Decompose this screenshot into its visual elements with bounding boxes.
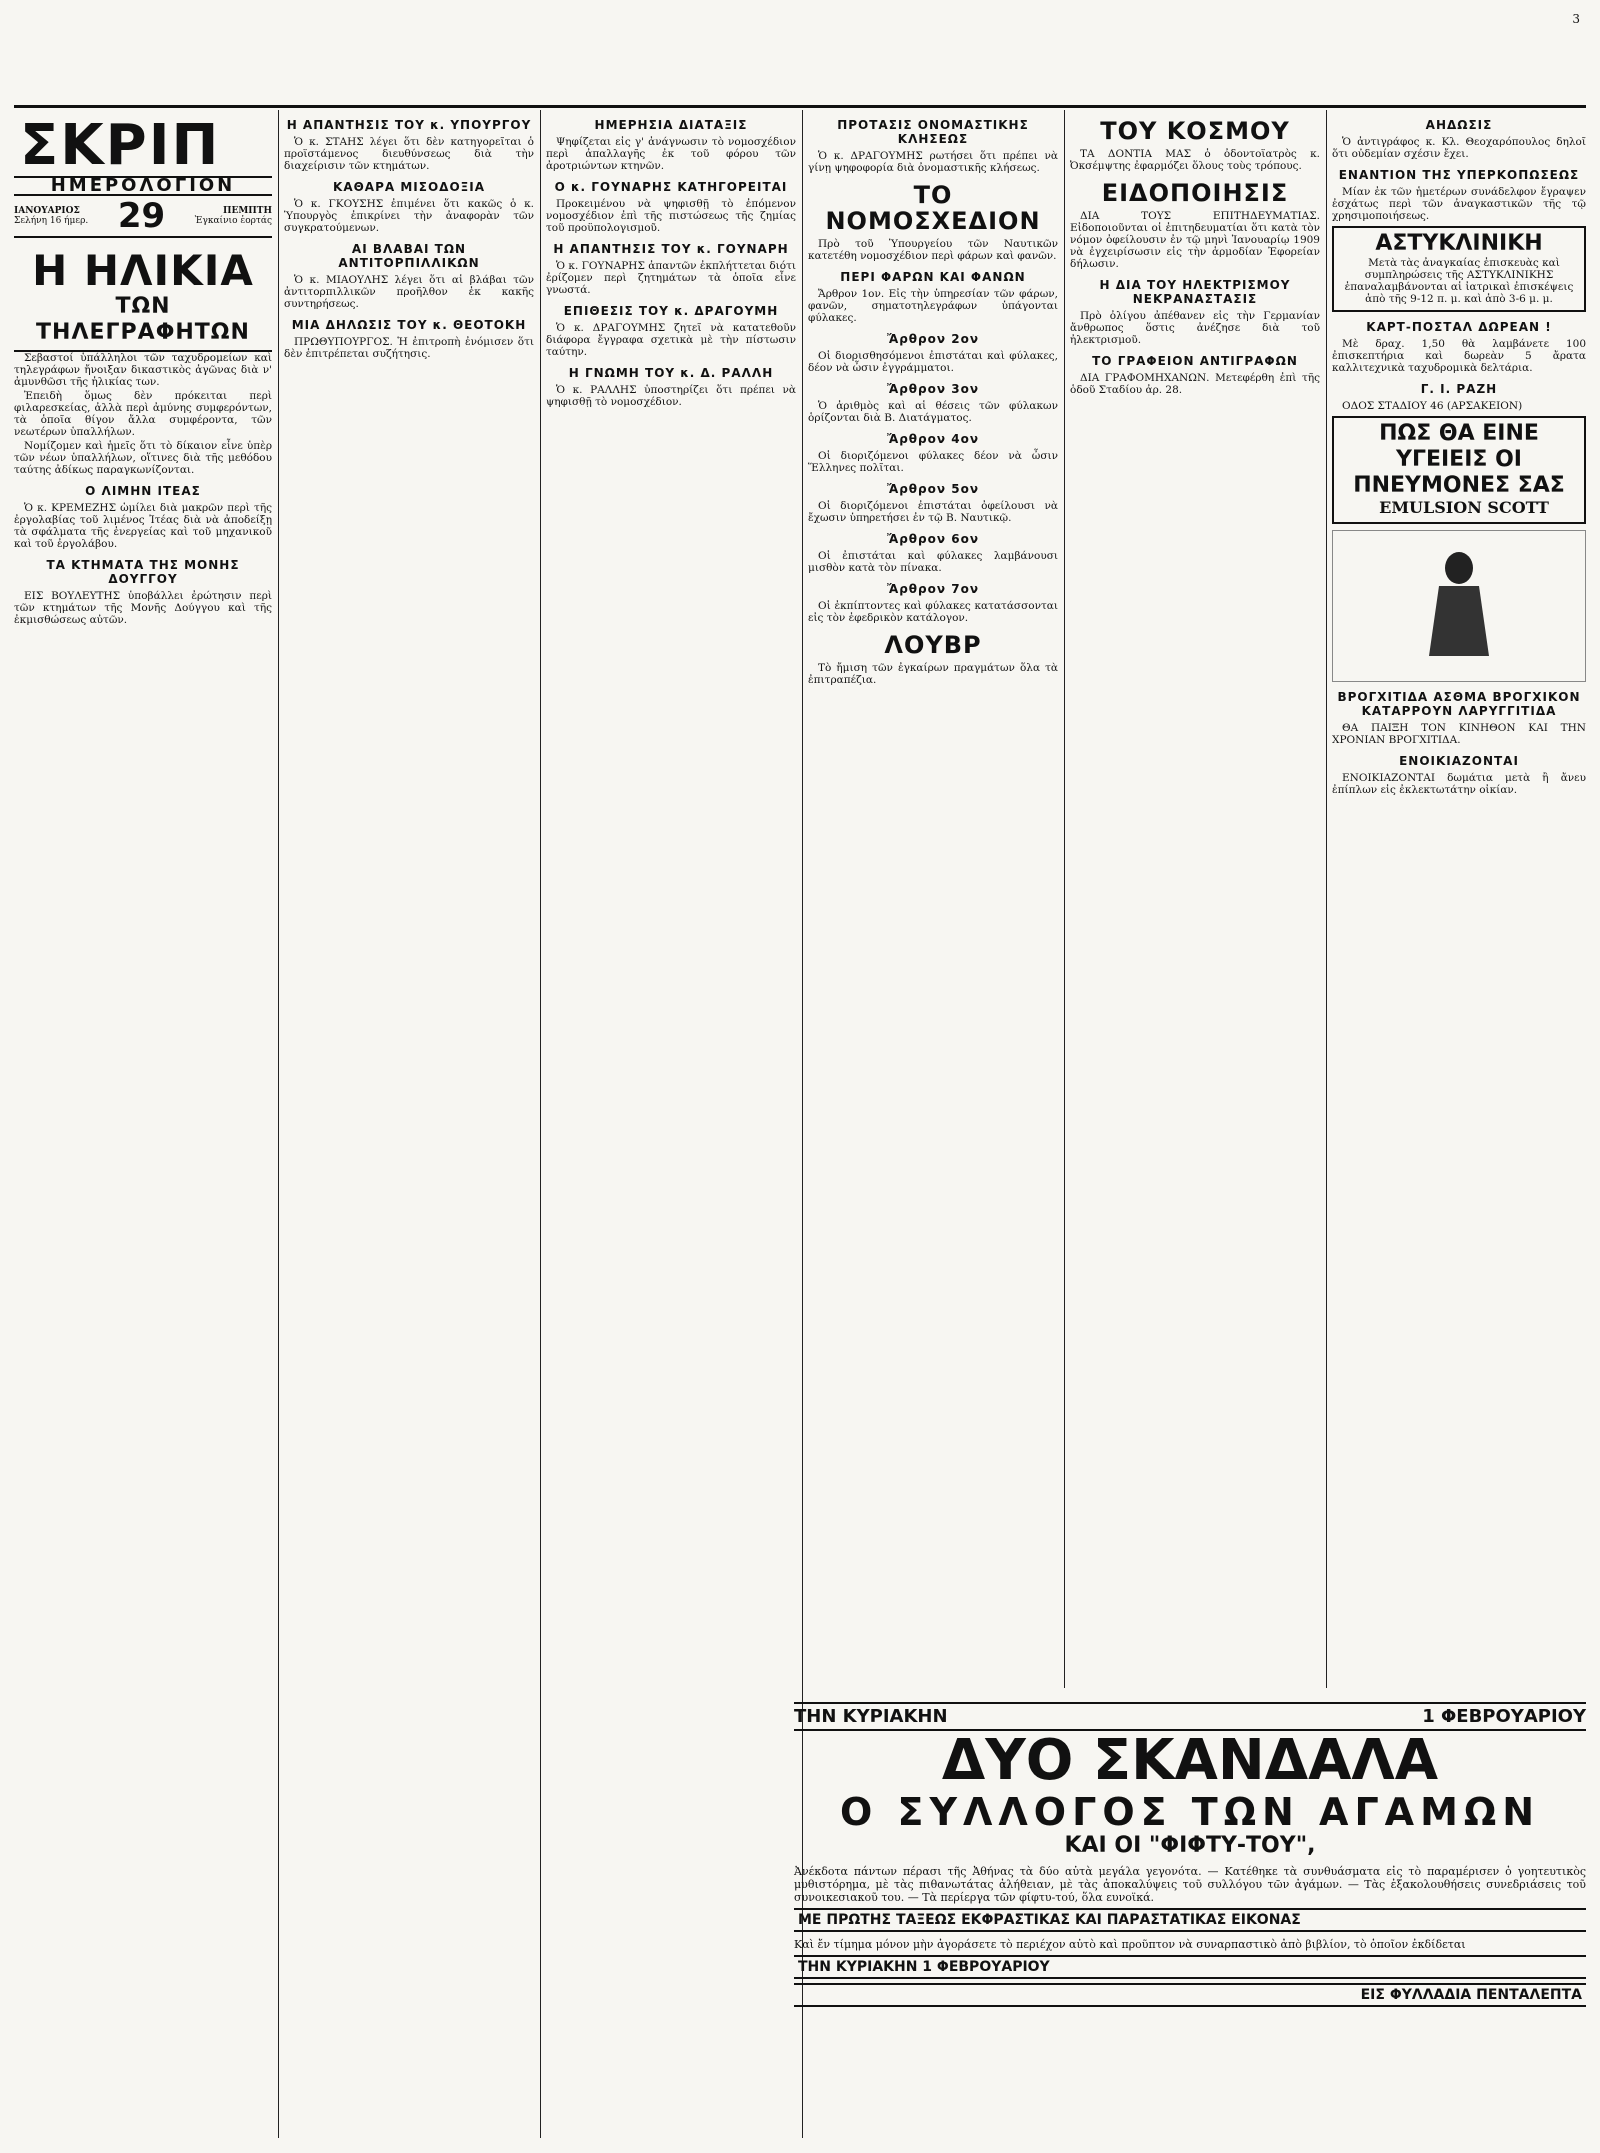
column-6 <box>1332 110 1586 1688</box>
section-text: Ὁ κ. ΜΙΑΟΥΛΗΣ λέγει ὅτι αἱ βλάβαι τῶν ἀντιτορπιλλικῶν προῆλθον ἐκ κακῆς συντηρήσεως. <box>284 274 534 310</box>
section-heading: Ἄρθρον 2ον <box>886 332 979 346</box>
section-text: Ὁ κ. ΓΚΟΥΣΗΣ ἐπιμένει ὅτι κακῶς ὁ κ. Ὑπουργὸς ἐπικρίνει τὴν ἀναφορὰν τῶν συγκρατούμενων. <box>284 198 534 234</box>
section-text: Μὲ δραχ. 1,50 θὰ λαμβάνετε 100 ἐπισκεπτήρια καὶ δωρεὰν 5 ἄρατα καλλιτεχνικὰ ταχυδρομικὰ δελτάρια. <box>1332 338 1586 374</box>
section-text: Μίαν ἐκ τῶν ἡμετέρων συνάδελφον ἔγραψεν ἐσχάτως περὶ τῶν ἀναγκαστικῶν τῆς τῷ χρησιμοποιήσεως. <box>1332 186 1586 222</box>
section-heading: Η ΑΠΑΝΤΗΣΙΣ ΤΟΥ κ. ΓΟΥΝΑΡΗ <box>553 242 789 256</box>
column-4 <box>808 110 1058 1688</box>
section-text: Τὸ ἤμιση τῶν ἐγκαίρων πραγμάτων ὅλα τὰ ἐπιτραπέζια. <box>808 662 1058 686</box>
section-heading: ΤΑ ΚΤΗΜΑΤΑ ΤΗΣ ΜΟΝΗΣ ΔΟΥΓΓΟΥ <box>46 558 240 586</box>
section-text: Ὁ ἀντιγράφος κ. Κλ. Θεοχαρόπουλος δηλοῖ ὅτι οὐδεμίαν σχέσιν ἔχει. <box>1332 136 1586 160</box>
dateline-weekday: ΠΕΜΠΤΗ <box>222 206 272 216</box>
section-heading: ΕΝΟΙΚΙΑΖΟΝΤΑΙ <box>1399 754 1519 768</box>
section-text: ΘΑ ΠΑΙΞΗ ΤΟΝ ΚΙΝΗΘΟΝ ΚΑΙ ΤΗΝ ΧΡΟΝΙΑΝ ΒΡΟΓΧΙΤΙΔΑ. <box>1332 722 1586 746</box>
section-text: Οἱ διοριζόμενοι ἐπιστάται ὀφείλουσι νὰ ἔχωσιν ὑπηρετήσει ἐν τῷ Β. Ναυτικῷ. <box>808 500 1058 524</box>
section-heading: Ἄρθρον 7ον <box>886 582 979 596</box>
newspaper-page <box>14 10 1586 2138</box>
section-text: Πρὸ τοῦ Ὑπουργείου τῶν Ναυτικῶν κατετέθη νομοσχέδιον περὶ φάρων καὶ φανῶν. <box>808 238 1058 262</box>
section-heading: Ἄρθρον 6ον <box>886 532 979 546</box>
section-heading: Η ΔΙΑ ΤΟΥ ΗΛΕΚΤΡΙΣΜΟΥ ΝΕΚΡΑΝΑΣΤΑΣΙΣ <box>1099 278 1291 306</box>
column-divider <box>278 110 279 2138</box>
banner-strip: ΜΕ ΠΡΩΤΗΣ ΤΑΞΕΩΣ ΕΚΦΡΑΣΤΙΚΑΣ ΚΑΙ ΠΑΡΑΣΤΑΤΙΚΑΣ ΕΙΚΟΝΑΣ <box>794 1908 1586 1932</box>
banner-lead: Ἀνέκδοτα πάντων πέρασι τῆς Ἀθήνας τὰ δύο αὐτὰ μεγάλα γεγονότα. — Κατέθηκε τὰ συνθυάσματα εἰς τὸ παραμέρισεν ὁ γοητευτικὸς μυθιστόρημα, μὲ τὰς πιθανωτάτας ἀλήθειαν, μὲ τὰς ἀποκαλύψεις τοῦ συλλόγου τῶν ἀγάμων. — Τὰς ἐξακολουθήσεις συνεδριάσεις τοῦ συνοικεσιακοῦ του. — Τὰ περίεργα τῶν φίφτυ-τού, ὅλα ευνοϊκά. <box>794 1865 1586 1904</box>
banner-small-headline: ΚΑΙ ΟΙ "ΦΙΦΤΥ-ΤΟΥ", <box>1064 1833 1316 1858</box>
section-heading: ΠΡΟΤΑΣΙΣ ΟΝΟΜΑΣΤΙΚΗΣ ΚΛΗΣΕΩΣ <box>837 118 1029 146</box>
ad-box <box>1332 416 1586 524</box>
banner-note: Καὶ ἔν τίμημα μόνον μὴν ἀγοράσετε τὸ περιέχον αὐτὸ καὶ προῦπτον νὰ συναρπαστικὸ ἀπὸ βιβλίον, τὸ ὁποῖον ἐκδίδεται <box>794 1938 1466 1951</box>
column-divider <box>1326 110 1327 1688</box>
section-heading: ΑΙ ΒΛΑΒΑΙ ΤΩΝ ΑΝΤΙΤΟΡΠΙΛΛΙΚΩΝ <box>338 242 480 270</box>
section-text: ΔΙΑ ΓΡΑΦΟΜΗΧΑΝΩΝ. Μετεφέρθη ἐπὶ τῆς ὁδοῦ Σταδίου ἀρ. 28. <box>1070 372 1320 396</box>
column-5 <box>1070 110 1320 1688</box>
figure-illustration-icon <box>1419 546 1499 666</box>
section-text: Ὁ κ. ΔΡΑΓΟΥΜΗΣ ζητεῖ νὰ κατατεθοῦν διάφορα ἔγγραφα σχετικὰ μὲ τὴν πίστωσιν ταύτην. <box>546 322 796 358</box>
banner-right: 1 ΦΕΒΡΟΥΑΡΙΟΥ <box>1422 1706 1586 1727</box>
ad-text: Μετὰ τὰς ἀναγκαίας ἐπισκευὰς καὶ συμπληρώσεις τῆς ΑΣΤΥΚΛΙΝΙΚΗΣ ἐπαναλαμβάνονται αἱ ἰατρικαὶ ἐπισκέψεις ἀπὸ τῆς 9-12 π. μ. καὶ ἀπὸ 3-6 μ. μ. <box>1344 257 1574 305</box>
section-text: Πρὸ ὀλίγου ἀπέθανεν εἰς τὴν Γερμανίαν ἄνθρωπος ὅστις ἀνέζησε διὰ τοῦ ἠλεκτρισμοῦ. <box>1070 310 1320 346</box>
body-paragraph: Ἐπειδὴ ὅμως δὲν πρόκειται περὶ φιλαρεσκείας, ἀλλὰ περὶ ἀμύνης συμφερόντων, τὰ ὁποῖα θίγον ἄλλα συμφέροντα, τῶν νεωτέρων ὑπαλλήλων. <box>14 390 272 438</box>
banner-headline: ΔΥΟ ΣΚΑΝΔΑΛΑ <box>941 1728 1439 1793</box>
dateline <box>14 196 272 238</box>
section-text: Ὁ κ. ΓΟΥΝΑΡΗΣ ἀπαντῶν ἐκπλήττεται διότι ἐρίζομεν περὶ ζητημάτων τὰ ὁποῖα εἶνε γνωστά. <box>546 260 796 296</box>
ad-title: ΠΩΣ ΘΑ ΕΙΝΕ ΥΓΕΙΕΙΣ ΟΙ ΠΝΕΥΜΟΝΕΣ ΣΑΣ <box>1353 421 1565 498</box>
section-text: ΕΙΣ ΒΟΥΛΕΥΤΗΣ ὑποβάλλει ἐρώτησιν περὶ τῶν κτημάτων τῆς Μονῆς Δούγγου καὶ τῆς ἐκμισθώσεως αὐτῶν. <box>14 590 272 626</box>
section-text: Οἱ διοριζόμενοι φύλακες δέον νὰ ὦσιν Ἕλληνες πολῖται. <box>808 450 1058 474</box>
column-1 <box>14 110 272 2138</box>
section-heading: Ο κ. ΓΟΥΝΑΡΗΣ ΚΑΤΗΓΟΡΕΙΤΑΙ <box>554 180 788 194</box>
section-text: ΕΝΟΙΚΙΑΖΟΝΤΑΙ δωμάτια μετὰ ἢ ἄνευ ἐπίπλων εἰς ἐκλεκτωτάτην οἰκίαν. <box>1332 772 1586 796</box>
section-heading: ΚΑΡΤ-ΠΟΣΤΑΛ ΔΩΡΕΑΝ ! <box>1366 320 1552 334</box>
section-heading: ΤΟΥ ΚΟΣΜΟΥ <box>1100 117 1290 145</box>
section-text: Οἱ διορισθησόμενοι ἐπιστάται καὶ φύλακες, δέον νὰ ὦσιν ἐγγράμματοι. <box>808 350 1058 374</box>
masthead-subtitle: ΗΜΕΡΟΛΟΓΙΟΝ <box>14 176 272 196</box>
section-text: ΔΙΑ ΤΟΥΣ ΕΠΙΤΗΔΕΥΜΑΤΙΑΣ. Εἰδοποιοῦνται οἱ ἐπιτηδευματίαι ὅτι κατὰ τὸν νόμον ὀφείλουσιν ἐν τῷ μηνὶ Ἰανουαρίῳ 1909 νὰ ἐγχειρίσωσιν εἰς τὴν ἁρμοδίαν Ἐφορείαν δήλωσιν. <box>1070 210 1320 270</box>
banner-subheadline: Ο ΣΥΛΛΟΓΟΣ ΤΩΝ ΑΓΑΜΩΝ <box>839 1790 1541 1834</box>
banner-strip: ΕΙΣ ΦΥΛΛΑΔΙΑ ΠΕΝΤΑΛΕΠΤΑ <box>794 1983 1586 2007</box>
dateline-left-note: Σελήνη 16 ήμερ. <box>14 216 89 226</box>
section-heading: ΛΟΥΒΡ <box>884 631 982 659</box>
column-2 <box>284 110 534 2138</box>
column-divider <box>1064 110 1065 1688</box>
section-heading: ΕΝΑΝΤΙΟΝ ΤΗΣ ΥΠΕΡΚΟΠΩΣΕΩΣ <box>1338 168 1580 182</box>
column-3 <box>546 110 796 2138</box>
dateline-day-number: 29 <box>117 196 166 236</box>
dateline-right-note: Ἐγκαίνιο ἑορτάς <box>194 216 272 226</box>
dateline-month: ΙΑΝΟΥΑΡΙΟΣ <box>14 206 80 216</box>
page-number: 3 <box>1572 12 1580 26</box>
section-heading: ΕΙΔΟΠΟΙΗΣΙΣ <box>1101 179 1289 207</box>
masthead-title: ΣΚΡΙΠ <box>20 113 221 178</box>
section-heading: Ο ΛΙΜΗΝ ΙΤΕΑΣ <box>85 484 201 498</box>
section-heading: Η ΓΝΩΜΗ ΤΟΥ κ. Δ. ΡΑΛΛΗ <box>568 366 774 380</box>
bottom-banner <box>794 1702 1586 2007</box>
section-heading: Γ. Ι. ΡΑΖΗ <box>1420 382 1498 396</box>
section-text: Οἱ ἐπιστάται καὶ φύλακες λαμβάνουσι μισθὸν κατὰ τὸν πίνακα. <box>808 550 1058 574</box>
subheadline: ΤΩΝ ΤΗΛΕΓΡΑΦΗΤΩΝ <box>14 294 272 352</box>
section-heading: ΤΟ ΓΡΑΦΕΙΟΝ ΑΝΤΙΓΡΑΦΩΝ <box>1092 354 1298 368</box>
section-heading: Ἄρθρον 3ον <box>886 382 979 396</box>
section-text: Ὁ κ. ΡΑΛΛΗΣ ὑποστηρίζει ὅτι πρέπει νὰ ψηφισθῇ τὸ νομοσχέδιον. <box>546 384 796 408</box>
banner-left: ΤΗΝ ΚΥΡΙΑΚΗΝ <box>794 1706 948 1727</box>
section-heading: ΕΠΙΘΕΣΙΣ ΤΟΥ κ. ΔΡΑΓΟΥΜΗ <box>563 304 779 318</box>
section-heading: Η ΑΠΑΝΤΗΣΙΣ ΤΟΥ κ. ΥΠΟΥΡΓΟΥ <box>286 118 532 132</box>
section-text: Οἱ ἐκπίπτοντες καὶ φύλακες κατατάσσονται εἰς τὸν ἐφεδρικὸν κατάλογον. <box>808 600 1058 624</box>
headline: Η ΗΛΙΚΙΑ <box>32 246 254 295</box>
column-divider <box>540 110 541 2138</box>
section-text: Ὁ ἀριθμὸς καὶ αἱ θέσεις τῶν φύλακων ὁρίζονται διὰ Β. Διατάγματος. <box>808 400 1058 424</box>
section-text: Ἄρθρον 1ον. Εἰς τὴν ὑπηρεσίαν τῶν φάρων, φανῶν, σηματοτηλεγράφων ὑπάγονται φύλακες. <box>808 288 1058 324</box>
section-text: Ὁ κ. ΔΡΑΓΟΥΜΗΣ ρωτήσει ὅτι πρέπει νὰ γίνῃ ψηφοφορία διὰ ὀνομαστικῆς κλήσεως. <box>808 150 1058 174</box>
section-heading: ΚΑΘΑΡΑ ΜΙΣΟΔΟΞΙΑ <box>333 180 485 194</box>
body-paragraph: Νομίζομεν καὶ ἡμεῖς ὅτι τὸ δίκαιον εἶνε ὑπὲρ τῶν νέων ὑπαλλήλων, οἵτινες διὰ τῆς μεθόδου ταύτης ἀδίκως παραγκωνίζονται. <box>14 440 272 476</box>
ad-title: ΑΣΤΥΚΛΙΝΙΚΗ <box>1375 231 1543 256</box>
top-rule <box>14 105 1586 108</box>
section-heading: ΗΜΕΡΗΣΙΑ ΔΙΑΤΑΞΙΣ <box>594 118 748 132</box>
medicine-ad-illustration <box>1332 530 1586 682</box>
section-text: ΠΡΩΘΥΠΟΥΡΓΟΣ. Ἡ ἐπιτροπὴ ἐνόμισεν ὅτι δὲν ἐπιτρέπεται συζήτησις. <box>284 336 534 360</box>
section-text: ΟΔΟΣ ΣΤΑΔΙΟΥ 46 (ΑΡΣΑΚΕΙΟΝ) <box>1342 400 1523 412</box>
section-heading: ΠΕΡΙ ΦΑΡΩΝ ΚΑΙ ΦΑΝΩΝ <box>840 270 1026 284</box>
ad-box <box>1332 226 1586 312</box>
section-heading: Ἄρθρον 5ον <box>886 482 979 496</box>
section-text: ΤΑ ΔΟΝΤΙΑ ΜΑΣ ὁ ὀδοντοϊατρὸς κ. Ὀκσέμψτης ἐφαρμόζει ὅλους τοὺς τρόπους. <box>1070 148 1320 172</box>
banner-date-row <box>794 1702 1586 1731</box>
section-heading: ΑΗΔΩΣΙΣ <box>1425 118 1493 132</box>
section-heading: Ἄρθρον 4ον <box>886 432 979 446</box>
section-text: Ψηφίζεται εἰς γ' ἀνάγνωσιν τὸ νομοσχέδιον περὶ ἀπαλλαγῆς ἐκ τοῦ φόρου τῶν ἀροτριώντων κτηνῶν. <box>546 136 796 172</box>
section-heading: ΒΡΟΓΧΙΤΙΔΑ ΑΣΘΜΑ ΒΡΟΓΧΙΚΟΝ ΚΑΤΑΡΡΟΥΝ ΛΑΡΥΓΓΙΤΙΔΑ <box>1337 690 1581 718</box>
body-paragraph: Σεβαστοί ὑπάλληλοι τῶν ταχυδρομείων καὶ τηλεγράφων ἤνοιξαν δικαστικὸς ἀγῶνας διὰ ν' ἀμυνθῶσι τῆς ἡλικίας των. <box>14 352 272 388</box>
section-heading: ΜΙΑ ΔΗΛΩΣΙΣ ΤΟΥ κ. ΘΕΟΤΟΚΗ <box>291 318 527 332</box>
section-text: Ὁ κ. ΣΤΑΗΣ λέγει ὅτι δὲν κατηγορεῖται ὁ προϊστάμενος διευθύνσεως διὰ τὴν διαχείρισιν τῶν κτημάτων. <box>284 136 534 172</box>
section-heading: ΤΟ ΝΟΜΟΣΧΕΔΙΟΝ <box>825 181 1041 235</box>
ad-text: EMULSION SCOTT <box>1379 498 1549 517</box>
banner-strip: ΤΗΝ ΚΥΡΙΑΚΗΝ 1 ΦΕΒΡΟΥΑΡΙΟΥ <box>794 1955 1586 1979</box>
section-text: Ὁ κ. ΚΡΕΜΕΖΗΣ ὡμίλει διὰ μακρῶν περὶ τῆς ἐργολαβίας τοῦ λιμένος Ἰτέας διὰ νὰ ἀποδείξῃ τὰ σφάλματα τῆς ἐνεργείας καὶ τοῦ μηχανικοῦ καὶ τοῦ ἐργολάβου. <box>14 502 272 550</box>
section-text: Προκειμένου νὰ ψηφισθῇ τὸ ἐπόμενον νομοσχέδιον ἐπὶ τῆς πιστώσεως τῆς ζημίας τοῦ προϋπολογισμοῦ. <box>546 198 796 234</box>
